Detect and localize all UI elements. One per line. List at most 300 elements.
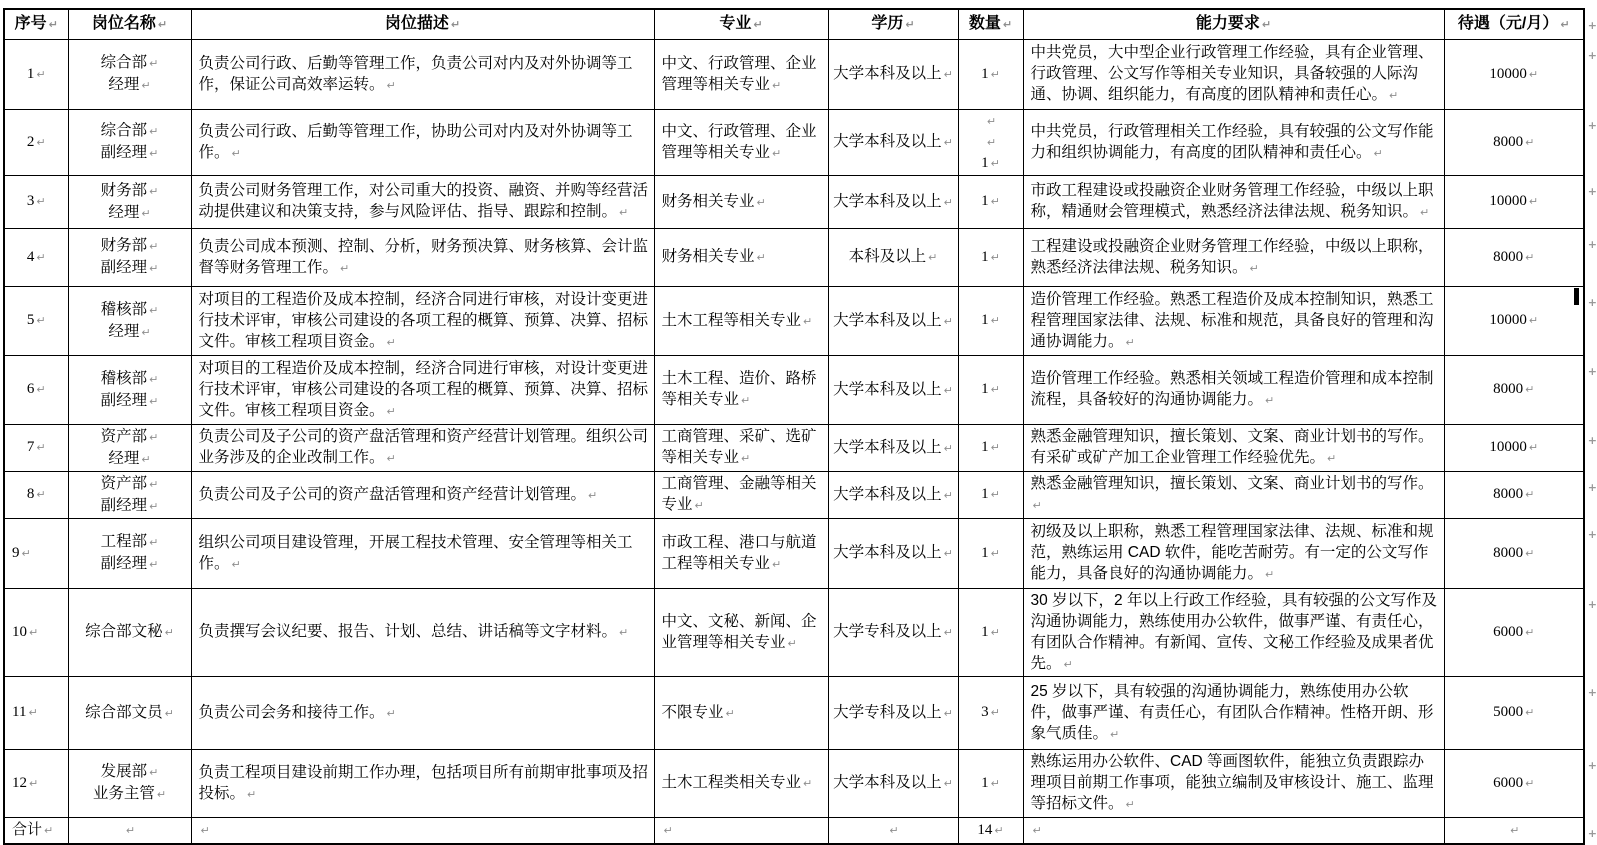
- paragraph-mark-icon: ↵: [29, 625, 39, 639]
- paragraph-mark-icon: ↵: [44, 823, 54, 837]
- paragraph-mark-icon: ↵: [149, 147, 159, 160]
- cell-requirements[interactable]: [1023, 424, 1444, 471]
- cell-major[interactable]: [654, 817, 828, 844]
- cell-total-label[interactable]: [4, 817, 68, 844]
- cell-position-name[interactable]: [68, 749, 191, 817]
- paragraph-mark-icon: ↵: [990, 441, 1000, 454]
- cell-quantity[interactable]: [958, 676, 1023, 749]
- cell-text: 经理 ↵: [108, 322, 151, 340]
- cell-degree[interactable]: [828, 676, 958, 749]
- paragraph-mark-icon: ↵: [149, 477, 159, 491]
- cell-total-quantity[interactable]: [958, 817, 1023, 844]
- cell-requirements[interactable]: [1023, 355, 1444, 424]
- cell-degree[interactable]: [828, 355, 958, 424]
- cell-text: 10000 ↵: [1489, 193, 1539, 209]
- paragraph-mark-icon: ↵: [1125, 335, 1135, 349]
- cell-description[interactable]: [191, 676, 654, 749]
- paragraph-mark-icon: ↵: [943, 626, 953, 639]
- paragraph-mark-icon: ↵: [231, 557, 241, 571]
- paragraph-mark-icon: ↵: [905, 18, 915, 32]
- paragraph-mark-icon: ↵: [803, 314, 813, 328]
- paragraph-mark-icon: ↵: [943, 383, 953, 397]
- cell-text: 负责公司财务管理工作，对公司重大的投资、融资、并购等经营活动提供建议和决策支持，参与风险评估、指导、跟踪和控制。 ↵: [198, 182, 649, 220]
- cell-major[interactable]: [654, 175, 828, 228]
- cell-text: 1 ↵: [981, 248, 1000, 265]
- cell-text: 合计 ↵: [12, 821, 54, 838]
- cell-text: 岗位名称 ↵: [91, 15, 168, 33]
- paragraph-mark-icon: ↵: [1528, 314, 1539, 327]
- cell-position-name[interactable]: [68, 355, 191, 424]
- paragraph-mark-icon: ↵: [141, 79, 151, 92]
- paragraph-mark-icon: ↵: [619, 206, 629, 219]
- cell-text: 熟悉金融管理知识，擅长策划、文案、商业计划书的写作。有采矿或矿产加工企业管理工作经验优先。 ↵: [1030, 428, 1434, 466]
- cell-text: 综合部 ↵: [100, 122, 159, 139]
- cell-no[interactable]: [4, 286, 68, 355]
- cell-quantity[interactable]: [958, 39, 1023, 109]
- cell-text: 25 岁以下，具有较强的沟通协调能力，熟练使用办公软件，做事严谨、有责任心，有团队合作精神。性格开朗、形象气质佳。 ↵: [1030, 682, 1434, 742]
- cell-position-name[interactable]: [68, 109, 191, 175]
- cell-salary[interactable]: [1444, 471, 1597, 518]
- cell-text: 4 ↵: [26, 248, 46, 265]
- cell-text: 7 ↵: [26, 439, 46, 455]
- cell-position-name[interactable]: [68, 588, 191, 676]
- cell-no[interactable]: [4, 676, 68, 749]
- cell-text: 岗位描述 ↵: [384, 15, 461, 33]
- cell-requirements[interactable]: [1023, 39, 1444, 109]
- paragraph-mark-icon: ↵: [149, 240, 159, 253]
- cell-description[interactable]: [191, 518, 654, 588]
- cell-text: 本科及以上 ↵: [848, 248, 938, 265]
- paragraph-mark-icon: ↵: [943, 441, 953, 455]
- cell-text: 中共党员，行政管理相关工作经验，具有较强的公文写作能力和组织协调能力，有高度的团队精神和责任心。 ↵: [1030, 122, 1434, 161]
- cell-requirements[interactable]: [1023, 471, 1444, 518]
- table-row: [4, 749, 1584, 817]
- cell-text: 熟悉金融管理知识，擅长策划、文案、商业计划书的写作。↵: [1030, 475, 1434, 512]
- cell-text: 大学本科及以上 ↵: [833, 133, 953, 150]
- cell-quantity[interactable]: [958, 749, 1023, 817]
- paragraph-mark-icon: ↵: [928, 251, 938, 264]
- paragraph-mark-icon: ↵: [943, 314, 953, 328]
- paragraph-mark-icon: ↵: [149, 499, 159, 513]
- cell-text: 1 ↵: [981, 439, 1000, 455]
- cell-text: 土木工程类相关专业 ↵: [661, 774, 813, 791]
- cell-salary[interactable]: [1444, 109, 1597, 175]
- cell-position-name[interactable]: [68, 39, 191, 109]
- paragraph-mark-icon: ↵: [141, 206, 151, 220]
- table-row: [4, 286, 1584, 355]
- cell-salary[interactable]: [1444, 588, 1597, 676]
- cell-requirements[interactable]: [1023, 588, 1444, 676]
- cell-description[interactable]: [191, 424, 654, 471]
- cell-no[interactable]: [4, 355, 68, 424]
- cell-major[interactable]: [654, 676, 828, 749]
- paragraph-mark-icon: ↵: [231, 146, 241, 160]
- cell-description[interactable]: [191, 355, 654, 424]
- cell-no[interactable]: [4, 518, 68, 588]
- paragraph-mark-icon: ↵: [1528, 195, 1539, 208]
- paragraph-mark-icon: ↵: [386, 706, 396, 720]
- cell-text: 数量 ↵: [968, 15, 1013, 33]
- paragraph-mark-icon: ↵: [157, 18, 168, 32]
- cell-text: 10000 ↵: [1489, 439, 1539, 455]
- total-row: [4, 817, 1584, 844]
- paragraph-mark-icon: ↵: [994, 823, 1004, 837]
- cell-text: 工商管理、采矿、选矿等相关专业 ↵: [661, 428, 817, 466]
- cell-text: [832, 819, 955, 841]
- cell-text: 大学本科及以上 ↵: [833, 380, 953, 398]
- cell-no[interactable]: [4, 588, 68, 676]
- paragraph-mark-icon: ↵: [990, 625, 1000, 639]
- cell-salary[interactable]: [1444, 355, 1597, 424]
- paragraph-mark-icon: ↵: [1110, 727, 1120, 741]
- paragraph-mark-icon: ↵: [986, 114, 997, 128]
- paragraph-mark-icon: ↵: [943, 777, 953, 790]
- row-end-mark-icon: +: [1587, 826, 1597, 840]
- cell-text: 8000 ↵: [1493, 544, 1535, 561]
- cell-major[interactable]: [654, 749, 828, 817]
- paragraph-mark-icon: ↵: [663, 824, 673, 838]
- row-end-mark-icon: +: [1587, 758, 1597, 772]
- paragraph-mark-icon: ↵: [990, 67, 1000, 81]
- cell-text: 待遇（元/月） ↵: [1457, 15, 1570, 33]
- paragraph-mark-icon: ↵: [149, 57, 159, 70]
- paragraph-mark-icon: ↵: [149, 536, 159, 549]
- cell-text: 副经理 ↵: [100, 144, 159, 161]
- cell-quantity[interactable]: [958, 355, 1023, 424]
- cell-quantity[interactable]: [958, 471, 1023, 518]
- cell-text: 3 ↵: [981, 704, 1000, 720]
- paragraph-mark-icon: ↵: [141, 325, 151, 339]
- paragraph-mark-icon: ↵: [1327, 452, 1337, 465]
- cell-text: 对项目的工程造价及成本控制，经济合同进行审核，对设计变更进行技术评审，审核公司建设的各项工程的概算、预算、决算、招标文件。审核工程项目资金。 ↵: [198, 359, 649, 419]
- cell-degree[interactable]: [828, 817, 958, 844]
- cell-major[interactable]: [654, 286, 828, 355]
- paragraph-mark-icon: ↵: [1528, 67, 1539, 81]
- paragraph-mark-icon: ↵: [36, 314, 46, 327]
- cell-degree[interactable]: [828, 228, 958, 286]
- cell-description[interactable]: [191, 471, 654, 518]
- cell-text: 专业 ↵: [719, 15, 763, 33]
- cell-description[interactable]: [191, 109, 654, 175]
- paragraph-mark-icon: ↵: [149, 372, 159, 386]
- cell-text: 副经理 ↵: [100, 391, 159, 409]
- paragraph-mark-icon: ↵: [1525, 488, 1535, 501]
- paragraph-mark-icon: ↵: [1525, 383, 1535, 396]
- paragraph-mark-icon: ↵: [943, 195, 953, 209]
- paragraph-mark-icon: ↵: [36, 383, 46, 396]
- cell-text: 综合部文秘 ↵: [85, 623, 174, 640]
- paragraph-mark-icon: ↵: [1265, 568, 1275, 581]
- paragraph-mark-icon: ↵: [1032, 824, 1042, 838]
- paragraph-mark-icon: ↵: [1525, 776, 1535, 790]
- cell-description[interactable]: [191, 749, 654, 817]
- paragraph-mark-icon: ↵: [889, 824, 899, 838]
- row-end-mark-icon: +: [1587, 527, 1597, 541]
- cell-quantity[interactable]: [958, 175, 1023, 228]
- cell-position-name[interactable]: [68, 424, 191, 471]
- cell-text: 业务主管 ↵: [92, 785, 167, 802]
- column-header-3[interactable]: [191, 9, 654, 39]
- cell-no[interactable]: [4, 471, 68, 518]
- cell-major[interactable]: [654, 588, 828, 676]
- cell-degree[interactable]: [828, 471, 958, 518]
- cell-requirements[interactable]: [1023, 175, 1444, 228]
- cell-text: 9 ↵: [12, 544, 31, 561]
- paragraph-mark-icon: ↵: [1265, 394, 1275, 407]
- paragraph-mark-icon: ↵: [28, 706, 38, 719]
- paragraph-mark-icon: ↵: [21, 546, 31, 560]
- table-row: [4, 175, 1584, 228]
- cell-text: 中共党员，大中型企业行政管理工作经验，具有企业管理、行政管理、公文写作等相关专业知识，具备较强的人际沟通、协调、组织能力，有高度的团队精神和责任心。 ↵: [1030, 44, 1434, 103]
- cell-quantity[interactable]: [958, 286, 1023, 355]
- text-cursor: [1574, 288, 1579, 305]
- cell-text: 不限专业 ↵: [661, 703, 735, 721]
- cell-text: 资产部 ↵: [100, 427, 159, 445]
- cell-text: 10 ↵: [12, 623, 39, 640]
- cell-quantity[interactable]: [958, 424, 1023, 471]
- cell-salary[interactable]: [1444, 749, 1597, 817]
- cell-text: [662, 819, 824, 841]
- cell-text: 副经理 ↵: [100, 259, 159, 276]
- cell-major[interactable]: [654, 424, 828, 471]
- cell-degree[interactable]: [828, 109, 958, 175]
- cell-requirements[interactable]: [1023, 749, 1444, 817]
- paragraph-mark-icon: ↵: [247, 787, 257, 801]
- paragraph-mark-icon: ↵: [772, 146, 782, 160]
- header-row: [4, 9, 1584, 39]
- cell-text: 能力要求 ↵: [1195, 15, 1272, 33]
- cell-text: 工商管理、金融等相关专业 ↵: [661, 475, 817, 513]
- paragraph-mark-icon: ↵: [149, 558, 159, 571]
- paragraph-mark-icon: ↵: [386, 335, 396, 349]
- cell-text: 稽核部 ↵: [100, 369, 159, 387]
- paragraph-mark-icon: ↵: [990, 314, 1000, 327]
- cell-text: 初级及以上职称，熟悉工程管理国家法律、法规、标准和规范，熟练运用 CAD 软件，能吃苦耐劳。有一定的公文写作能力，具备良好的沟通协调能力。 ↵: [1030, 523, 1434, 582]
- cell-description[interactable]: [191, 817, 654, 844]
- cell-quantity[interactable]: [958, 588, 1023, 676]
- column-header-4[interactable]: [654, 9, 828, 39]
- cell-text: 土木工程、造价、路桥等相关专业 ↵: [661, 370, 817, 408]
- paragraph-mark-icon: ↵: [149, 766, 159, 779]
- cell-description[interactable]: [191, 228, 654, 286]
- cell-text: 序号 ↵: [14, 15, 58, 33]
- table-row: [4, 355, 1584, 424]
- cell-text: 大学本科及以上 ↵: [833, 774, 953, 791]
- cell-description[interactable]: [191, 39, 654, 109]
- cell-text: 中文、行政管理、企业管理等相关专业 ↵: [661, 122, 817, 161]
- cell-text: 工程建设或投融资企业财务管理工作经验，中级以上职称，熟悉经济法律法规、税务知识。 ↵: [1030, 237, 1434, 276]
- column-header-6[interactable]: [958, 9, 1023, 39]
- paragraph-mark-icon: ↵: [1261, 18, 1272, 32]
- row-end-mark-icon: +: [1587, 364, 1597, 378]
- cell-degree[interactable]: [828, 39, 958, 109]
- cell-salary[interactable]: [1444, 676, 1597, 749]
- paragraph-mark-icon: ↵: [990, 250, 1000, 264]
- paragraph-mark-icon: ↵: [943, 488, 953, 502]
- cell-description[interactable]: [191, 588, 654, 676]
- cell-text: 大学本科及以上 ↵: [833, 65, 953, 82]
- cell-position-name[interactable]: [68, 175, 191, 228]
- cell-salary[interactable]: [1444, 286, 1597, 355]
- cell-degree[interactable]: [828, 518, 958, 588]
- paragraph-mark-icon: ↵: [386, 404, 396, 418]
- paragraph-mark-icon: ↵: [990, 706, 1000, 719]
- paragraph-mark-icon: ↵: [164, 626, 174, 639]
- cell-requirements[interactable]: [1023, 109, 1444, 175]
- cell-major[interactable]: [654, 471, 828, 518]
- cell-no[interactable]: [4, 39, 68, 109]
- row-end-mark-icon: +: [1587, 685, 1597, 699]
- cell-text: 1 ↵: [981, 623, 1000, 640]
- cell-quantity[interactable]: [958, 518, 1023, 588]
- cell-text: 副经理 ↵: [100, 555, 159, 572]
- cell-major[interactable]: [654, 228, 828, 286]
- cell-text: 市政工程、港口与航道工程等相关专业 ↵: [661, 533, 817, 572]
- cell-degree[interactable]: [828, 286, 958, 355]
- cell-position-name[interactable]: [68, 518, 191, 588]
- cell-text: [962, 132, 1020, 153]
- cell-salary[interactable]: [1444, 424, 1597, 471]
- table-row: [4, 228, 1584, 286]
- cell-requirements[interactable]: [1023, 228, 1444, 286]
- cell-text: 资产部 ↵: [100, 474, 159, 492]
- paragraph-mark-icon: ↵: [340, 261, 350, 275]
- cell-salary[interactable]: [1444, 175, 1597, 228]
- paragraph-mark-icon: ↵: [36, 441, 46, 454]
- cell-salary[interactable]: [1444, 39, 1597, 109]
- paragraph-mark-icon: ↵: [1525, 546, 1535, 560]
- paragraph-mark-icon: ↵: [149, 394, 159, 408]
- cell-text: 2 ↵: [26, 133, 46, 150]
- job-positions-table: [3, 8, 1597, 845]
- cell-text: 负责工程项目建设前期工作办理，包括项目所有前期审批事项及招投标。 ↵: [198, 763, 649, 802]
- cell-degree[interactable]: [828, 749, 958, 817]
- cell-text: 组织公司项目建设管理，开展工程技术管理、安全管理等相关工作。 ↵: [198, 533, 633, 572]
- paragraph-mark-icon: ↵: [164, 706, 174, 720]
- cell-salary[interactable]: [1444, 817, 1597, 844]
- cell-text: 财务部 ↵: [100, 181, 159, 199]
- cell-text: 中文、行政管理、企业管理等相关专业 ↵: [661, 54, 817, 93]
- cell-requirements[interactable]: [1023, 676, 1444, 749]
- cell-text: 8000 ↵: [1493, 381, 1535, 397]
- cell-text: 副经理 ↵: [100, 496, 159, 514]
- cell-quantity[interactable]: [958, 228, 1023, 286]
- paragraph-mark-icon: ↵: [125, 824, 136, 838]
- cell-text: 负责公司及子公司的资产盘活管理和资产经营计划管理。 ↵: [198, 485, 598, 503]
- cell-text: 稽核部 ↵: [100, 300, 159, 318]
- cell-major[interactable]: [654, 355, 828, 424]
- cell-major[interactable]: [654, 109, 828, 175]
- column-header-8[interactable]: [1444, 9, 1597, 39]
- cell-text: 土木工程等相关专业 ↵: [661, 311, 813, 329]
- cell-requirements[interactable]: [1023, 286, 1444, 355]
- cell-text: 负责公司行政、后勤等管理工作，协助公司对内及对外协调等工作。 ↵: [198, 122, 633, 161]
- column-header-1[interactable]: [4, 9, 68, 39]
- paragraph-mark-icon: ↵: [149, 184, 159, 198]
- cell-major[interactable]: [654, 518, 828, 588]
- paragraph-mark-icon: ↵: [1525, 135, 1535, 149]
- paragraph-mark-icon: ↵: [149, 262, 159, 275]
- cell-no[interactable]: [4, 424, 68, 471]
- cell-no[interactable]: [4, 175, 68, 228]
- cell-text: 造价管理工作经验。熟悉工程造价及成本控制知识，熟悉工程管理国家法律、法规、标准和规范，具备良好的管理和沟通协调能力。 ↵: [1030, 290, 1434, 350]
- cell-text: 1 ↵: [981, 65, 1000, 82]
- cell-text: 财务相关专业 ↵: [661, 192, 766, 210]
- cell-degree[interactable]: [828, 424, 958, 471]
- paragraph-mark-icon: ↵: [36, 67, 46, 81]
- paragraph-mark-icon: ↵: [803, 777, 813, 790]
- paragraph-mark-icon: ↵: [48, 18, 58, 32]
- cell-text: 中文、文秘、新闻、企业管理等相关专业 ↵: [661, 612, 817, 651]
- cell-text: 6000 ↵: [1493, 774, 1535, 791]
- paragraph-mark-icon: ↵: [943, 68, 953, 81]
- cell-position-name[interactable]: [68, 817, 191, 844]
- cell-text: [199, 819, 650, 841]
- cell-requirements[interactable]: [1023, 518, 1444, 588]
- paragraph-mark-icon: ↵: [156, 788, 167, 801]
- paragraph-mark-icon: ↵: [1249, 261, 1259, 275]
- table-row: [4, 39, 1584, 109]
- cell-text: 1 ↵: [981, 381, 1000, 397]
- cell-position-name[interactable]: [68, 471, 191, 518]
- cell-text: 11 ↵: [12, 704, 38, 720]
- cell-degree[interactable]: [828, 175, 958, 228]
- paragraph-mark-icon: ↵: [753, 18, 763, 32]
- cell-salary[interactable]: [1444, 228, 1597, 286]
- cell-no[interactable]: [4, 109, 68, 175]
- cell-description[interactable]: [191, 286, 654, 355]
- cell-requirements[interactable]: [1023, 817, 1444, 844]
- column-header-5[interactable]: [828, 9, 958, 39]
- paragraph-mark-icon: ↵: [149, 125, 159, 138]
- paragraph-mark-icon: ↵: [1525, 706, 1535, 719]
- table-header: [4, 9, 1597, 39]
- cell-position-name[interactable]: [68, 676, 191, 749]
- cell-text: 10000 ↵: [1489, 65, 1539, 82]
- cell-text: 1 ↵: [26, 65, 46, 82]
- cell-text: 大学专科及以上 ↵: [833, 703, 953, 721]
- paragraph-mark-icon: ↵: [36, 195, 46, 208]
- cell-quantity[interactable]: [958, 109, 1023, 175]
- table-row: [4, 109, 1584, 175]
- column-header-2[interactable]: [68, 9, 191, 39]
- cell-text: 30 岁以下，2 年以上行政工作经验，具有较强的公文写作及沟通协调能力，熟练使用办公软件，做事严谨、有责任心，有团队合作精神。有新闻、宣传、文秘工作经验及成果者优先。 ↵: [1030, 591, 1437, 672]
- cell-major[interactable]: [654, 39, 828, 109]
- paragraph-mark-icon: ↵: [149, 430, 159, 444]
- cell-text: 大学专科及以上 ↵: [833, 623, 953, 640]
- paragraph-mark-icon: ↵: [990, 383, 1000, 396]
- cell-text: 工程部 ↵: [100, 533, 159, 550]
- cell-text: [1448, 819, 1581, 841]
- cell-text: 市政工程建设或投融资企业财务管理工作经验，中级以上职称，精通财会管理模式，熟悉经济法律法规、税务知识。 ↵: [1030, 182, 1434, 220]
- cell-position-name[interactable]: [68, 228, 191, 286]
- cell-no[interactable]: [4, 228, 68, 286]
- cell-degree[interactable]: [828, 588, 958, 676]
- cell-text: 1 ↵: [981, 486, 1000, 502]
- column-header-7[interactable]: [1023, 9, 1444, 39]
- paragraph-mark-icon: ↵: [772, 78, 782, 92]
- cell-description[interactable]: [191, 175, 654, 228]
- cell-text: 经理 ↵: [108, 76, 151, 93]
- table-row: [4, 424, 1584, 471]
- paragraph-mark-icon: ↵: [149, 303, 159, 317]
- table-body: [4, 39, 1597, 844]
- cell-salary[interactable]: [1444, 518, 1597, 588]
- row-end-mark-icon: +: [1587, 433, 1597, 447]
- cell-position-name[interactable]: [68, 286, 191, 355]
- cell-no[interactable]: [4, 749, 68, 817]
- cell-text: 8000 ↵: [1493, 486, 1535, 502]
